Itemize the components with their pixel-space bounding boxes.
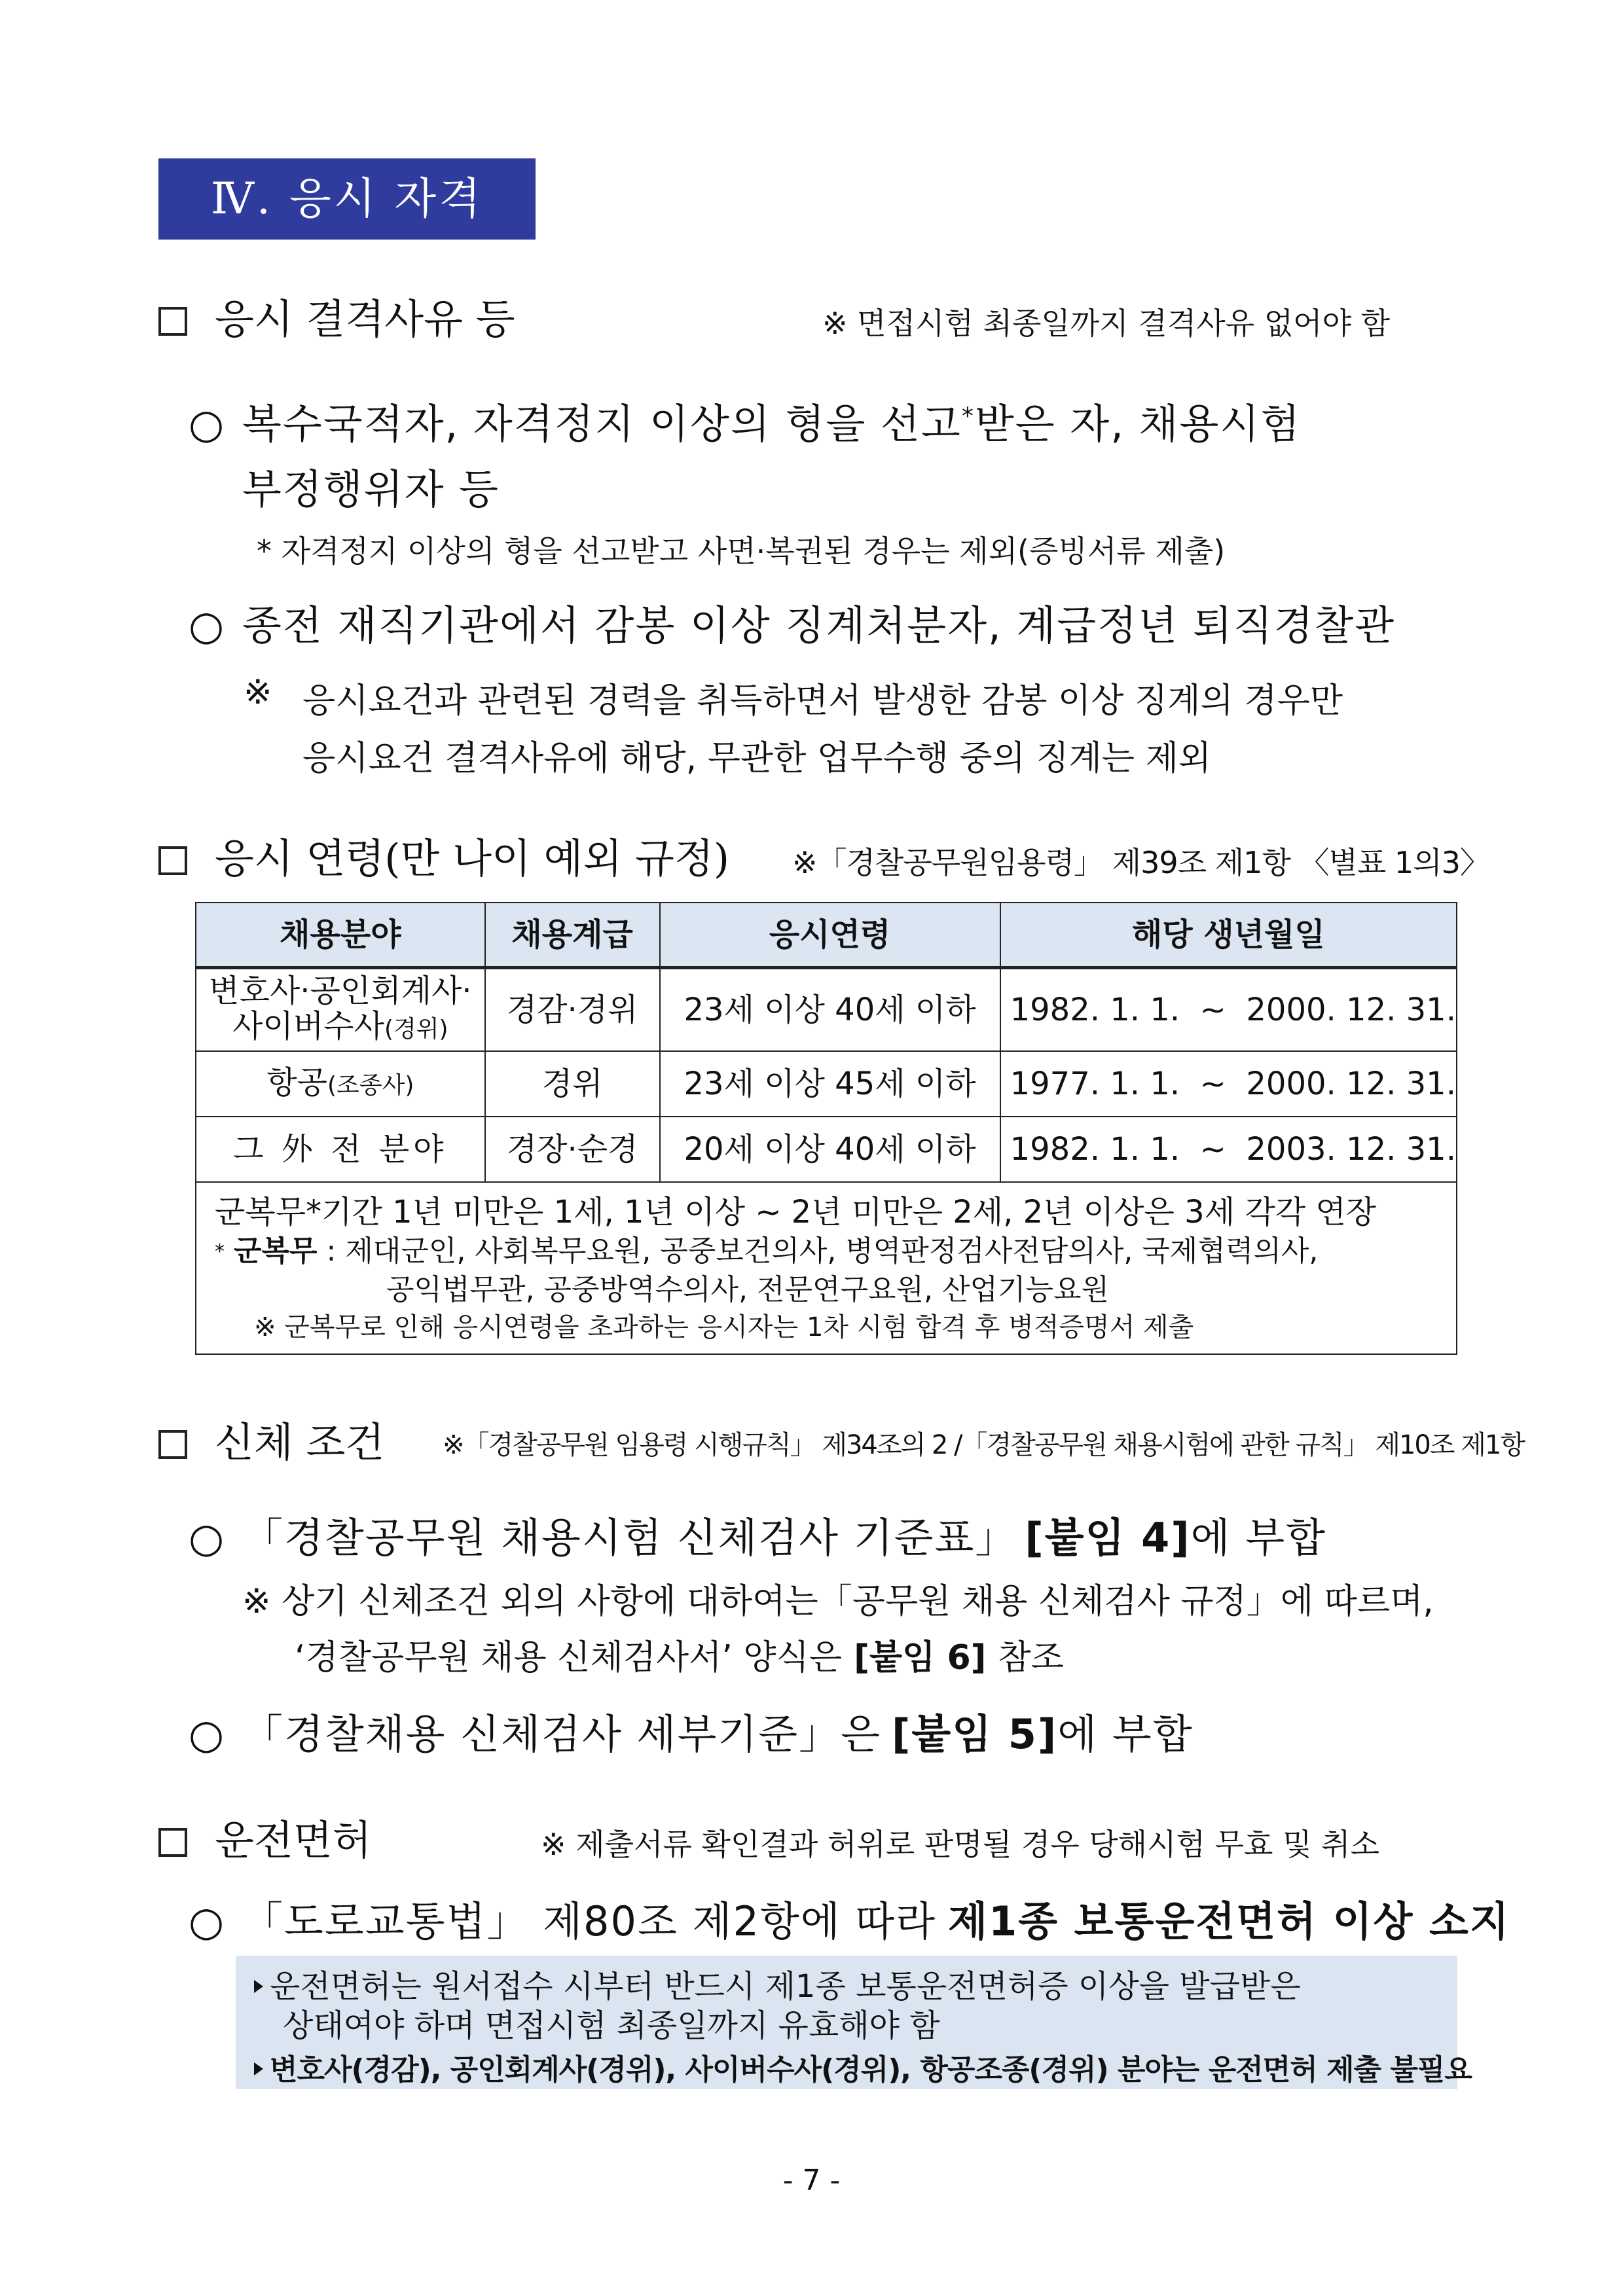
table-header: 채용분야	[196, 903, 485, 968]
triangle-bullet-icon	[254, 2062, 263, 2075]
section-heading-age	[158, 826, 729, 884]
table-cell: 20세 이상 40세 이하	[660, 1117, 1000, 1182]
table-row	[196, 1051, 1457, 1117]
section-heading-license	[158, 1808, 372, 1866]
note-line: 운전면허는 원서접수 시부터 반드시 제1종 보통운전면허증 이상을 발급받은	[254, 1961, 1301, 2006]
heading-text: 신체 조건	[215, 1418, 385, 1466]
list-item: ○ 「경찰공무원 채용시험 신체검사 기준표」 [붙임 4]에 부합	[189, 1514, 1326, 1562]
note-line: ※ 상기 신체조건 외의 사항에 대하여는「공무원 채용 신체검사 규정」에 따르며,	[242, 1582, 1434, 1621]
circle-bullet-icon: ○	[189, 400, 226, 448]
checkbox-square-icon	[158, 307, 187, 336]
page-number: - 7 -	[782, 2164, 841, 2197]
table-cell: 1982. 1. 1. ~ 2000. 12. 31.	[1000, 968, 1457, 1052]
triangle-bullet-icon	[254, 1980, 263, 1993]
heading-note: ※ 제출서류 확인결과 허위로 판명될 경우 당해시험 무효 및 취소	[541, 1827, 1380, 1862]
license-note-box	[236, 1956, 1472, 2089]
heading-note: ※「경찰공무원 임용령 시행규칙」 제34조의 2 /「경찰공무원 채용시험에 관한 규칙」 제10조 제1항	[443, 1430, 1524, 1460]
table-header: 해당 생년월일	[1000, 903, 1457, 968]
checkbox-square-icon	[158, 846, 187, 875]
checkbox-square-icon	[158, 1430, 187, 1459]
table-cell: 23세 이상 45세 이하	[660, 1051, 1000, 1117]
section-title: Ⅳ. 응시 자격	[158, 158, 536, 240]
list-item: ○ 「도로교통법」 제80조 제2항에 따라 제1종 보통운전면허 이상 소지	[189, 1897, 1510, 1945]
list-item: ○ 종전 재직기관에서 감봉 이상 징계처분자, 계급정년 퇴직경찰관	[189, 601, 1396, 649]
table-cell: 항공(조종사)	[196, 1051, 485, 1117]
table-footnote: 군복무*기간 1년 미만은 1세, 1년 이상 ~ 2년 미만은 2세, 2년 이상은 3세 각각 연장 * 군복무 : 제대군인, 사회복무요원, 공중보건의사, 병역판정검사전담의사, 국제협력의사, 공익법무관, 공중방역수의사, 전문연구요원, 산업기능요원 ※ 군복무로 인해 응시연령을 초과하는 응시자는 1차 시험 합격 후 병적증명서 제출	[196, 1182, 1457, 1354]
table-cell: 변호사·공인회계사· 사이버수사(경위)	[196, 968, 485, 1052]
list-item-continued: 부정행위자 등	[242, 465, 500, 513]
table-cell: 경감·경위	[485, 968, 660, 1052]
list-item: ○ 복수국적자, 자격정지 이상의 형을 선고*받은 자, 채용시험	[189, 400, 1302, 448]
heading-text: 운전면허	[215, 1816, 372, 1864]
heading-note: ※「경찰공무원임용령」 제39조 제1항 〈별표 1의3〉	[792, 845, 1489, 880]
circle-bullet-icon: ○	[189, 601, 226, 649]
list-item: ○ 「경찰채용 신체검사 세부기준」은 [붙임 5]에 부합	[189, 1710, 1194, 1758]
heading-text: 응시 연령(만 나이 예외 규정)	[215, 834, 730, 882]
note-mark: ※	[244, 673, 272, 712]
heading-text: 응시 결격사유 등	[215, 295, 515, 343]
circle-bullet-icon: ○	[189, 1897, 226, 1945]
checkbox-square-icon	[158, 1828, 187, 1857]
table-cell: 1982. 1. 1. ~ 2003. 12. 31.	[1000, 1117, 1457, 1182]
table-cell: 23세 이상 40세 이하	[660, 968, 1000, 1052]
table-header: 채용계급	[485, 903, 660, 968]
age-table	[195, 902, 1457, 1355]
table-cell: 1977. 1. 1. ~ 2000. 12. 31.	[1000, 1051, 1457, 1117]
table-cell: 경위	[485, 1051, 660, 1117]
circle-bullet-icon: ○	[189, 1514, 226, 1562]
table-header: 응시연령	[660, 903, 1000, 968]
note-line: 응시요건 결격사유에 해당, 무관한 업무수행 중의 징계는 제외	[302, 739, 1212, 778]
table-header-row	[196, 903, 1457, 968]
note-line: 변호사(경감), 공인회계사(경위), 사이버수사(경위), 항공조종(경위) 분야는 운전면허 제출 불필요	[254, 2046, 1472, 2088]
table-row	[196, 968, 1457, 1052]
table-cell: 경장·순경	[485, 1117, 660, 1182]
heading-note: ※ 면접시험 최종일까지 결격사유 없어야 함	[822, 306, 1391, 341]
table-row	[196, 1117, 1457, 1182]
table-cell: 그 外 전 분야	[196, 1117, 485, 1182]
note-line: 응시요건과 관련된 경력을 취득하면서 발생한 감봉 이상 징계의 경우만	[302, 681, 1343, 721]
section-heading-physical	[158, 1410, 384, 1468]
note-line: 상태여야 하며 면접시험 최종일까지 유효해야 함	[283, 2007, 940, 2044]
note-line: ‘경찰공무원 채용 신체검사서’ 양식은 [붙임 6] 참조	[295, 1638, 1064, 1677]
table-footnote-row	[196, 1182, 1457, 1354]
circle-bullet-icon: ○	[189, 1710, 226, 1758]
footnote: * 자격정지 이상의 형을 선고받고 사면·복권된 경우는 제외(증빙서류 제출)	[257, 533, 1226, 569]
section-heading-disqualification	[158, 287, 515, 345]
